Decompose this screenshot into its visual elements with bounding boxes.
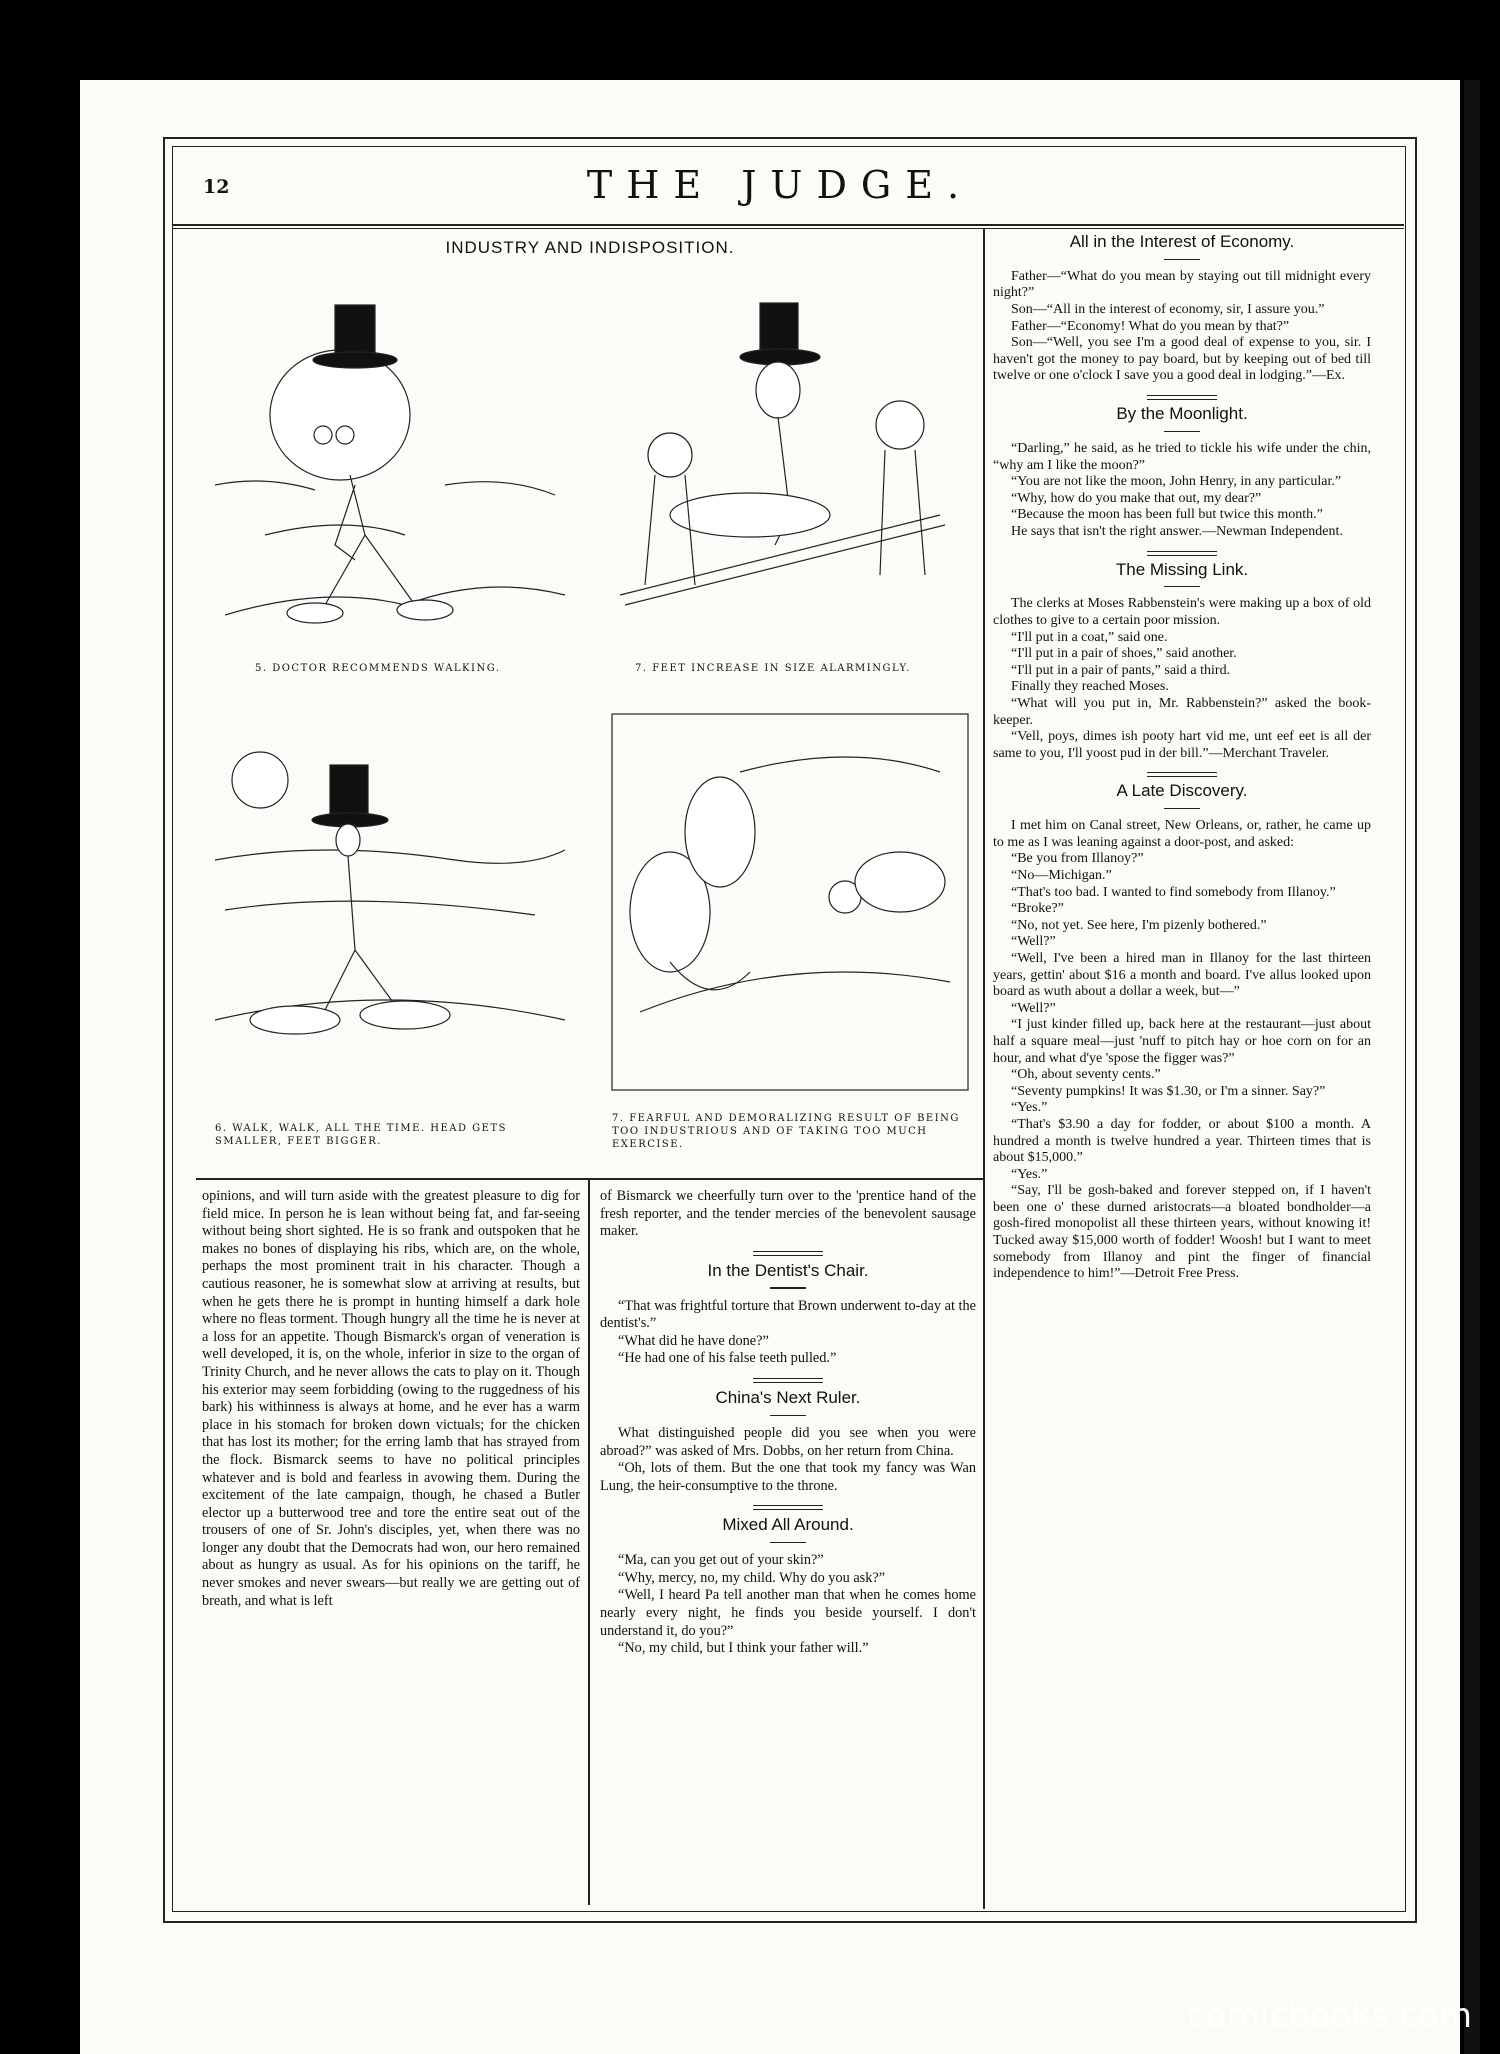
mixed-p2: “Why, mercy, no, my child. Why do you ask?” — [618, 1569, 886, 1586]
section-divider — [753, 1378, 823, 1383]
heading-missing: The Missing Link. — [1115, 559, 1249, 579]
discovery-p14: “That's $3.90 a day for fodder, or about $100 a month. A hundred a month is twelve hundred a year. Thirteen times that is about $15,000.” — [993, 1116, 1371, 1166]
discovery-p11: “Oh, about seventy cents.” — [1011, 1067, 1161, 1083]
caption-panel-5: 5. DOCTOR RECOMMENDS WALKING. — [255, 663, 501, 674]
dentist-p1: “That was frightful torture that Brown underwent to-day at the dentist's.” — [600, 1297, 976, 1332]
discovery-p8: “Well, I've been a hired man in Illanoy for the last thirteen years, gettin' about $16 a month and board. I've allus looked upon board as wuth about a dollar a week, but—” — [993, 950, 1371, 1000]
column-1 — [202, 1188, 580, 1610]
caption-panel-7b: 7. FEARFUL AND DEMORALIZING RESULT OF BEING TOO INDUSTRIOUS AND OF TAKING TOO MUCH EXERCISE. — [612, 1113, 960, 1150]
mixed-p3: “Well, I heard Pa tell another man that when he comes home nearly every night, he finds you beside yourself. I don't understand it, do you?” — [600, 1587, 976, 1639]
moon-p2: “You are not like the moon, John Henry, in any particular.” — [1011, 474, 1342, 490]
discovery-p9: “Well?” — [1011, 1000, 1056, 1016]
dentist-p3: “He had one of his false teeth pulled.” — [618, 1350, 837, 1367]
missing-p7: “Vell, poys, dimes ish pooty hart vid me, unt eef eet is all der same to you, I'll yoost pud in der bill.”—Merchant Traveler. — [993, 729, 1371, 761]
cartoon-panel-7 — [600, 285, 970, 665]
discovery-p7: “Well?” — [1011, 934, 1056, 950]
discovery-p15: “Yes.” — [1011, 1166, 1048, 1182]
caption-panel-7: 7. FEET INCREASE IN SIZE ALARMINGLY. — [635, 663, 911, 674]
moon-p3: “Why, how do you make that out, my dear?” — [1011, 490, 1262, 506]
discovery-p12: “Seventy pumpkins! It was $1.30, or I'm a sinner. Say?” — [1011, 1083, 1326, 1099]
discovery-p3: “No—Michigan.” — [1011, 868, 1112, 883]
column-divider-right — [983, 229, 985, 1909]
mixed-p4: “No, my child, but I think your father will.” — [618, 1640, 869, 1657]
discovery-p13: “Yes.” — [1011, 1100, 1048, 1116]
masthead: THE JUDGE. — [586, 163, 974, 207]
cartoon-title: INDUSTRY AND INDISPOSITION. — [445, 238, 735, 257]
column-divider-left — [588, 1180, 590, 1905]
cartoon-panel-7b — [610, 712, 970, 1092]
col1-paragraph: opinions, and will turn aside with the greatest pleasure to dig for field mice. In person he is lean without being fat, and far-seeing without being short sighted. He is so frank and outspoken that he makes no bones of displaying his ribs, which are, on the whole, perhaps the most prominent trait in his character. Though a cautious reasoner, he is somewhat slow at arriving at results, but when he gets there he is prompt in hunting himself a dark hole where no fleas torment. Though hungry all the time he is never at a loss for an appetite. Though Bismarck's organ of veneration is well developed, it is, on the whole, inferior in size to the organ of Trinity Church, and he never allows the cats to play on it. Though his exterior may seem forbidding (owing to the ruggedness of his bark) his withinness is always at home, and he ever has a warm place in his stomach for broken down victuals; for the chicken that has lost its mother; for the erring lamb that has strayed from the flock. Bismarck seems to have no political principles whatever and is bold and fearless in avowing them. During the excitement of the late campaign, though, he chased a Butler elector up a butterwood tree and tore the entire seat out of the trousers of one of Sr. John's disciples, yet, when there was no longer any doubt that the Democrats had won, our hero remained about as hungry as usual. As for his opinions on the tariff, he never smokes and never swears—but really we are getting out of breath, and what is left — [202, 1188, 580, 1609]
missing-p1: The clerks at Moses Rabbenstein's were making up a box of old clothes to give to a certain poor mission. — [993, 596, 1371, 628]
page-gutter — [1464, 80, 1480, 2054]
moon-p5: He says that isn't the right answer.—Newman Independent. — [1011, 523, 1343, 539]
heading-dash — [770, 1542, 806, 1543]
heading-dash — [770, 1287, 806, 1288]
mixed-p1: “Ma, can you get out of your skin?” — [618, 1552, 824, 1569]
economy-p2: Son—“All in the interest of economy, sir, I assure you.” — [1011, 302, 1325, 318]
dentist-p2: “What did he have done?” — [618, 1332, 769, 1349]
heading-dash — [770, 1415, 806, 1416]
heading-moonlight: By the Moonlight. — [1116, 404, 1248, 424]
economy-p3: Father—“Economy! What do you mean by that?” — [1011, 318, 1290, 334]
discovery-p6: “No, not yet. See here, I'm pizenly bothered.” — [1011, 917, 1267, 933]
discovery-p16: “Say, I'll be gosh-baked and forever stepped on, if I haven't been one o' these durned aristocrats—a bloated bondholder—a gosh-fired monopolist all these thirteen years, without knowing it! Tucked away $15,000 worth of fodder! Woosh! but I want to meet somebody from Illanoy and pint the finger of financial independence to him!”—Detroit Free Press. — [993, 1183, 1371, 1282]
missing-p5: Finally they reached Moses. — [1011, 679, 1169, 695]
masthead-rule — [172, 224, 1404, 226]
masthead-rule-2 — [172, 228, 1404, 229]
discovery-p4: “That's too bad. I wanted to find somebody from Illanoy.” — [1011, 884, 1336, 900]
discovery-p1: I met him on Canal street, New Orleans, or, rather, he came up to me as I was leaning against a door-post, and asked: — [993, 818, 1371, 850]
heading-economy: All in the Interest of Economy. — [1069, 232, 1295, 251]
china-p1: What distinguished people did you see when you were abroad?” was asked of Mrs. Dobbs, on her return from China. — [600, 1424, 976, 1459]
discovery-p5: “Broke?” — [1011, 901, 1064, 917]
section-divider — [753, 1251, 823, 1256]
heading-china: China's Next Ruler. — [715, 1388, 861, 1408]
discovery-p10: “I just kinder filled up, back here at the restaurant—just about half a square meal—just 'nuff to pitch hay or hoe corn on for an hour, and what d'ye 'spose the figger was?” — [993, 1017, 1371, 1066]
missing-p3: “I'll put in a pair of shoes,” said another. — [1011, 646, 1237, 662]
missing-p2: “I'll put in a coat,” said one. — [1011, 629, 1168, 645]
section-divider — [1147, 551, 1217, 556]
heading-dash — [1164, 586, 1200, 587]
moon-p1: “Darling,” he said, as he tried to tickle his wife under the chin, “why am I like the moon?” — [993, 440, 1371, 473]
missing-p6: “What will you put in, Mr. Rabbenstein?” asked the book-keeper. — [993, 695, 1371, 728]
moon-p4: “Because the moon has been full but twice this month.” — [1011, 507, 1323, 523]
china-p2: “Oh, lots of them. But the one that took my fancy was Wan Lung, the heir-consumptive to the throne. — [600, 1460, 976, 1494]
page-number: 12 — [203, 176, 230, 198]
section-divider — [1147, 395, 1217, 400]
heading-mixed: Mixed All Around. — [722, 1515, 854, 1535]
cartoon-panel-6 — [205, 720, 575, 1100]
caption-panel-6: 6. WALK, WALK, ALL THE TIME. HEAD GETS SMALLER, FEET BIGGER. — [215, 1123, 507, 1147]
discovery-p2: “Be you from Illanoy?” — [1011, 851, 1144, 867]
cartoon-panel-5 — [205, 285, 575, 665]
cartoon-bottom-rule — [196, 1178, 983, 1180]
economy-p1: Father—“What do you mean by staying out till midnight every night?” — [993, 268, 1371, 301]
missing-p4: “I'll put in a pair of pants,” said a third. — [1011, 662, 1231, 678]
economy-p4: Son—“Well, you see I'm a good deal of expense to you, sir. I haven't got the money to pay board, but by keeping out of bed till twelve or one o'clock I save you a good deal in lodging.”—Ex. — [993, 335, 1371, 384]
heading-dash — [1164, 808, 1200, 809]
heading-dash — [1164, 259, 1200, 260]
heading-dash — [1164, 431, 1200, 432]
col2-lead: of Bismarck we cheerfully turn over to the 'prentice hand of the fresh reporter, and the tender mercies of the benevolent sausage maker. — [600, 1188, 976, 1240]
column-2 — [600, 1188, 976, 1658]
section-divider — [1147, 772, 1217, 777]
watermark: comicbooks.com — [1187, 1996, 1472, 2036]
column-3 — [993, 234, 1371, 1283]
section-divider — [753, 1505, 823, 1510]
heading-discovery: A Late Discovery. — [1116, 781, 1248, 801]
heading-dentist: In the Dentist's Chair. — [707, 1260, 869, 1280]
